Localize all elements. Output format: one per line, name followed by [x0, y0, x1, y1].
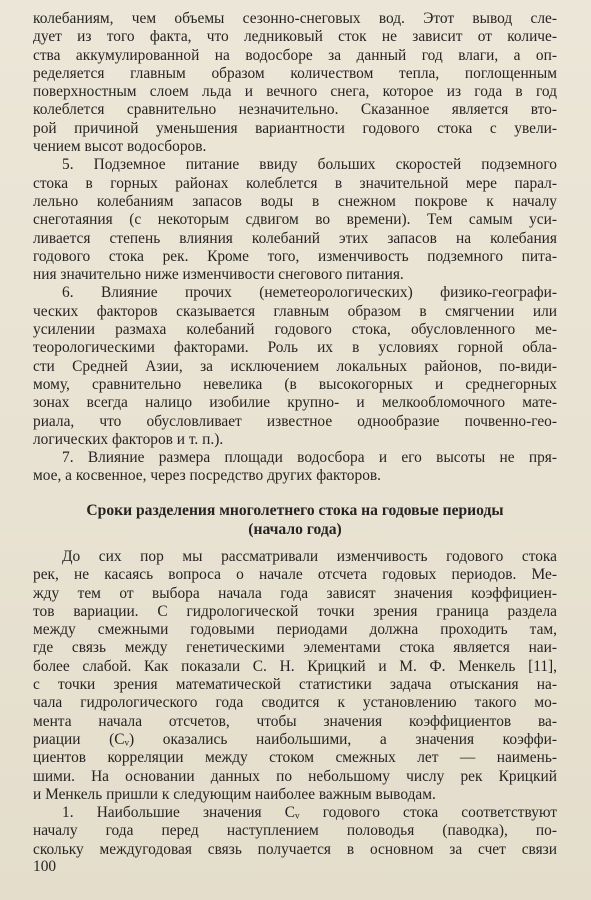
text-line: усилении размаха колебаний годового стока, обусловленного ме-	[33, 321, 557, 339]
text-line: и Менкель пришли к следующим наиболее важным выводам.	[33, 785, 436, 803]
text-line: лельно колебаниям запасов воды в снежном покрове к началу	[33, 192, 557, 210]
text-line: зонах всегда налицо изобилие крупно- и мелкообломочного мате-	[33, 394, 557, 412]
text-line: ния значительно ниже изменчивости снегового питания.	[33, 266, 404, 284]
text-line: снеготаяния (с некоторым сдвигом во времени). Тем самым уси-	[33, 211, 557, 229]
text-line: с точки зрения математической статистики задача отыскания на-	[33, 676, 557, 694]
text-line: мента начала отсчетов, чтобы значения коэффициентов ва-	[33, 712, 557, 730]
text-line: ства аккумулированной на водосборе за данный год влаги, а оп-	[33, 46, 557, 64]
page-number: 100	[33, 858, 57, 875]
text-line: мое, а косвенное, через посредство других факторов.	[33, 467, 382, 485]
text-line: рой причиной уменьшения вариантности годового стока с увели-	[33, 119, 557, 137]
text-line: дует из того факта, что ледниковый сток не зависит от количе-	[33, 28, 557, 46]
text-block-upper	[33, 10, 557, 486]
text-line: скольку междугодовая связь получается в основном за счет связи	[33, 840, 557, 858]
section-heading-line-1: Сроки разделения многолетнего стока на годовые периоды	[86, 502, 504, 519]
text-line: жду тем от выбора начала года зависят значения коэффициен-	[33, 584, 557, 602]
text-line: мому, сравнительно невелика (в высокогорных и среднегорных	[33, 375, 557, 393]
text-line: ределяется главным образом количеством тепла, поглощенным	[33, 64, 557, 82]
text-line: 6. Влияние прочих (неметеорологических) физико-географи-	[62, 284, 557, 302]
text-line: ческих факторов сказывается главным образом в смягчении или	[33, 302, 557, 320]
text-line: годового стока рек. Кроме того, изменчивость подземного пита-	[33, 247, 557, 265]
text-line: колеблется сравнительно незначительно. Сказанное является вто-	[33, 101, 557, 119]
text-line: 1. Наибольшие значения Cᵥ годового стока соответствуют	[62, 804, 557, 822]
section-heading	[33, 502, 557, 539]
text-line: где связь между генетическими элементами стока является наи-	[33, 639, 557, 657]
text-line: чала гидрологического года сводится к установлению такого мо-	[33, 694, 557, 712]
text-line: ливается степень влияния колебаний этих запасов на колебания	[33, 229, 557, 247]
text-line: тов вариации. С гидрологической точки зрения граница раздела	[33, 602, 557, 620]
text-line: 5. Подземное питание ввиду больших скоростей подземного	[62, 156, 557, 174]
text-line: стока в горных районах колеблется в значительной мере парал-	[33, 174, 557, 192]
text-line: 7. Влияние размера площади водосбора и его высоты не пря-	[62, 449, 557, 467]
text-line: риала, что обусловливает известное однообразие почвенно-гео-	[33, 412, 557, 430]
text-line: рек, не касаясь вопроса о начале отсчета годовых периодов. Ме-	[33, 566, 557, 584]
section-heading-line-2: (начало года)	[248, 520, 342, 538]
text-line: началу года перед наступлением половодья (паводка), по-	[33, 822, 557, 840]
text-line: шими. На основании данных по небольшому числу рек Крицкий	[33, 767, 557, 785]
text-line: сти Средней Азии, за исключением локальных районов, по-види-	[33, 357, 557, 375]
text-line: между смежными годовыми периодами должна проходить там,	[33, 621, 557, 639]
text-line: колебаниям, чем объемы сезонно-снеговых вод. Этот вывод сле-	[33, 10, 557, 27]
text-line: До сих пор мы рассматривали изменчивость годового стока	[62, 548, 557, 565]
text-line: более слабой. Как показали С. Н. Крицкий и М. Ф. Менкель [11],	[33, 657, 557, 675]
text-line: поверхностным слоем льда и вечного снега, которое из года в год	[33, 83, 557, 101]
text-line: циентов корреляции между стоком смежных лет — наимень-	[33, 749, 557, 767]
text-line: чением высот водосборов.	[33, 138, 207, 156]
text-line: риации (Cᵥ) оказались наибольшими, а значения коэффи-	[33, 730, 557, 748]
text-line: теорологическими факторами. Роль их в условиях горной обла-	[33, 339, 557, 357]
text-line: логических факторов и т. п.).	[33, 430, 224, 448]
text-block-lower	[33, 548, 557, 859]
